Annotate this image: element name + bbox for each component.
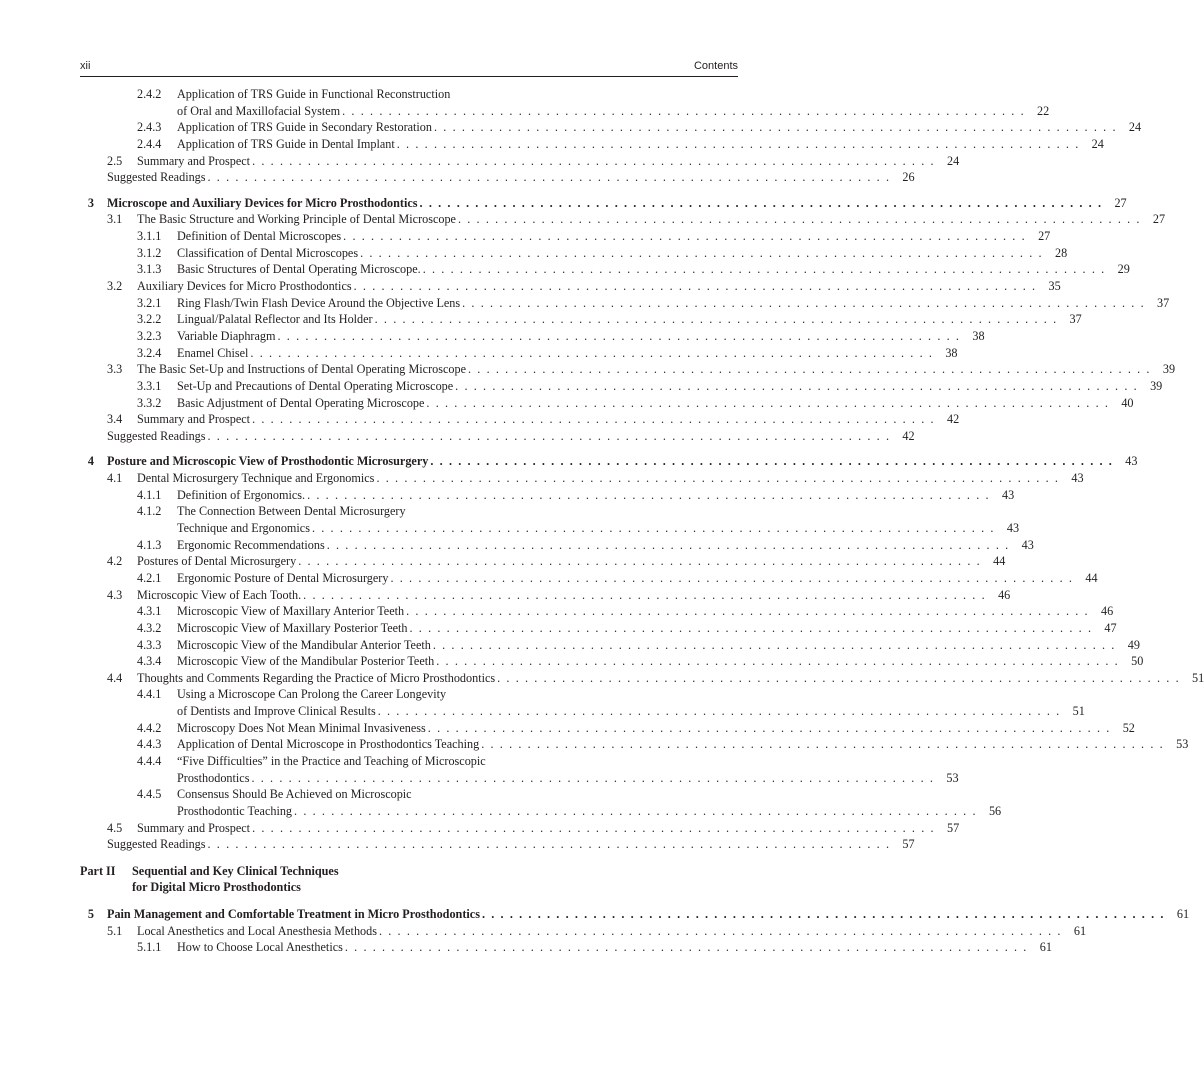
toc-entry (80, 119, 1142, 136)
leader-dots: . . . . . . . . . . . . . . . . . . . . . . . . . . . . . . . . . . . . . . . . . . . . . . . . . . . . . . . . . . . . . . . . . . . . . . . . . . (252, 820, 936, 835)
toc-entry-number: 3.1.1 (137, 229, 162, 244)
toc-entry-number: 4.4.2 (137, 720, 162, 735)
toc-entry (80, 520, 1020, 537)
leader-dots: . . . . . . . . . . . . . . . . . . . . . . . . . . . . . . . . . . . . . . . . . . . . . . . . . . . . . . . . . . . . . . . . . . . . . . . . . . (298, 554, 982, 569)
toc-entry-title: of Dentists and Improve Clinical Results (177, 704, 376, 719)
toc-entry-number: 2.4.2 (137, 87, 162, 101)
toc-entry (80, 603, 1114, 620)
toc-entry (80, 836, 915, 853)
toc-entry-number: 4 (87, 454, 94, 469)
leader-dots: . . . . . . . . . . . . . . . . . . . . . . . . . . . . . . . . . . . . . . . . . . . . . . . . . . . . . . . . . . . . . . . . . . . . . . . . . . (481, 907, 1166, 922)
toc-entry-page: 51 (1072, 704, 1085, 719)
toc-entry-title: Microscopic View of Maxillary Posterior Teeth (177, 620, 408, 635)
leader-dots: . . . . . . . . . . . . . . . . . . . . . . . . . . . . . . . . . . . . . . . . . . . . . . . . . . . . . . . . . . . . . . . . . . . . . . . . . . (207, 170, 891, 185)
toc-entry (80, 136, 1104, 153)
leader-dots: . . . . . . . . . . . . . . . . . . . . . . . . . . . . . . . . . . . . . . . . . . . . . . . . . . . . . . . . . . . . . . . . . . . . . . . . . . (390, 570, 1074, 585)
toc-entry-number: 4.3.4 (137, 654, 162, 669)
toc-part-heading (80, 879, 580, 896)
toc-entry-page: 57 (946, 820, 960, 835)
toc-entry-page: 27 (1152, 212, 1166, 227)
toc-entry (80, 169, 915, 186)
toc-entry-page: 24 (1128, 120, 1142, 135)
toc-entry-page: 29 (1117, 262, 1130, 277)
leader-dots: . . . . . . . . . . . . . . . . . . . . . . . . . . . . . . . . . . . . . . . . . . . . . . . . . . . . . . . . . . . . . . . . . . . . . . . . . . (277, 328, 961, 343)
toc-entry-title: Microscopic View of Maxillary Anterior Teeth (177, 604, 405, 619)
toc-entry-title: Variable Diaphragm (177, 328, 276, 343)
toc-entry-number: 4.1 (107, 471, 123, 486)
toc-entry-page: 37 (1069, 312, 1082, 327)
toc-entry-title: Definition of Ergonomics. (177, 487, 306, 502)
toc-entry (80, 86, 580, 103)
leader-dots: . . . . . . . . . . . . . . . . . . . . . . . . . . . . . . . . . . . . . . . . . . . . . . . . . . . . . . . . . . . . . . . . . . . . . . . . . . (409, 620, 1093, 635)
toc-entry (80, 311, 1082, 328)
toc-entry-page: 27 (1114, 195, 1127, 210)
toc-entry (80, 428, 915, 445)
leader-dots: . . . . . . . . . . . . . . . . . . . . . . . . . . . . . . . . . . . . . . . . . . . . . . . . . . . . . . . . . . . . . . . . . . . . . . . . . . (252, 412, 936, 427)
toc-entry-number: 3.2.3 (137, 328, 162, 343)
toc-entry-title: Application of Dental Microscope in Prosthodontics Teaching (177, 737, 480, 752)
toc-entry-title: Prosthodontics (177, 770, 250, 785)
toc-entry (80, 653, 1144, 670)
leader-dots: . . . . . . . . . . . . . . . . . . . . . . . . . . . . . . . . . . . . . . . . . . . . . . . . . . . . . . . . . . . . . . . . . . . . . . . . . . (376, 471, 1060, 486)
toc-entry (80, 103, 1050, 120)
toc-entry-title: The Basic Set-Up and Instructions of Dental Operating Microscope (137, 362, 466, 377)
toc-entry-number: 3.1.3 (137, 262, 162, 277)
leader-dots: . . . . . . . . . . . . . . . . . . . . . . . . . . . . . . . . . . . . . . . . . . . . . . . . . . . . . . . . . . . . . . . . . . . . . . . . . . (419, 195, 1103, 210)
leader-dots: . . . . . . . . . . . . . . . . . . . . . . . . . . . . . . . . . . . . . . . . . . . . . . . . . . . . . . . . . . . . . . . . . . . . . . . . . . (303, 587, 987, 602)
toc-entry-page: 26 (902, 170, 915, 185)
toc-chapter-entry (80, 453, 1138, 470)
toc-entry-number: 5.1 (107, 923, 123, 938)
toc-entry (80, 228, 1051, 245)
header-rule (80, 76, 738, 77)
leader-dots: . . . . . . . . . . . . . . . . . . . . . . . . . . . . . . . . . . . . . . . . . . . . . . . . . . . . . . . . . . . . . . . . . . . . . . . . . . (481, 737, 1165, 752)
toc-entry-page: 43 (1021, 537, 1034, 552)
toc-entry-page: 44 (1085, 570, 1098, 585)
toc-entry (80, 637, 1140, 654)
toc-entry-title: Suggested Readings (107, 170, 206, 185)
toc-entry (80, 703, 1085, 720)
toc-entry (80, 770, 959, 787)
toc-entry-title: for Digital Micro Prosthodontics (132, 880, 301, 895)
toc-entry-title: Definition of Dental Microscopes (177, 229, 342, 244)
toc-entry-title: Postures of Dental Microsurgery (137, 554, 297, 569)
toc-entry-number: 4.2.1 (137, 570, 162, 585)
toc-entry-page: 57 (902, 837, 915, 852)
toc-entry-title: Microscopic View of Each Tooth. (137, 587, 302, 602)
toc-entry (80, 736, 1189, 753)
toc-entry (80, 923, 1087, 940)
toc-entry-title: Microscopic View of the Mandibular Anterior Teeth (177, 637, 431, 652)
leader-dots: . . . . . . . . . . . . . . . . . . . . . . . . . . . . . . . . . . . . . . . . . . . . . . . . . . . . . . . . . . . . . . . . . . . . . . . . . . (497, 670, 1181, 685)
toc-entry (80, 537, 1034, 554)
toc-entry-page: 38 (945, 345, 958, 360)
toc-entry-number: 4.4.5 (137, 787, 162, 802)
toc-entry-title: Thoughts and Comments Regarding the Practice of Micro Prosthodontics (137, 670, 496, 685)
toc-entry-page: 47 (1104, 620, 1117, 635)
toc-entry-number: 4.2 (107, 554, 123, 569)
leader-dots: . . . . . . . . . . . . . . . . . . . . . . . . . . . . . . . . . . . . . . . . . . . . . . . . . . . . . . . . . . . . . . . . . . . . . . . . . . (344, 940, 1028, 955)
toc-entry-page: 43 (1125, 454, 1138, 469)
toc-entry-title: Summary and Prospect (137, 153, 251, 168)
leader-dots: . . . . . . . . . . . . . . . . . . . . . . . . . . . . . . . . . . . . . . . . . . . . . . . . . . . . . . . . . . . . . . . . . . . . . . . . . . (374, 312, 1058, 327)
toc-entry-number: 4.4.1 (137, 687, 162, 702)
toc-entry-page: 50 (1131, 654, 1144, 669)
leader-dots: . . . . . . . . . . . . . . . . . . . . . . . . . . . . . . . . . . . . . . . . . . . . . . . . . . . . . . . . . . . . . . . . . . . . . . . . . . (207, 837, 891, 852)
leader-dots: . . . . . . . . . . . . . . . . . . . . . . . . . . . . . . . . . . . . . . . . . . . . . . . . . . . . . . . . . . . . . . . . . . . . . . . . . . (427, 720, 1111, 735)
toc-entry-number: 4.3.3 (137, 637, 162, 652)
toc-entry-number: 4.5 (107, 820, 123, 835)
toc-entry (80, 820, 960, 837)
toc-entry-page: 56 (988, 803, 1002, 818)
leader-dots: . . . . . . . . . . . . . . . . . . . . . . . . . . . . . . . . . . . . . . . . . . . . . . . . . . . . . . . . . . . . . . . . . . . . . . . . . . (250, 345, 934, 360)
toc-entry-number: 4.3.1 (137, 604, 162, 619)
toc-entry-title: Sequential and Key Clinical Techniques (132, 863, 339, 878)
toc-entry-title: Local Anesthetics and Local Anesthesia Methods (137, 923, 377, 938)
toc-entry-page: 53 (1176, 737, 1189, 752)
leader-dots: . . . . . . . . . . . . . . . . . . . . . . . . . . . . . . . . . . . . . . . . . . . . . . . . . . . . . . . . . . . . . . . . . . . . . . . . . . (422, 262, 1106, 277)
page-header (80, 58, 738, 76)
toc-entry-number: 4.1.3 (137, 537, 162, 552)
toc-entry-page: 42 (902, 428, 915, 443)
toc-entry-title: Dental Microsurgery Technique and Ergonomics (137, 471, 375, 486)
toc-entry-title: Summary and Prospect (137, 412, 251, 427)
toc-entry-page: 61 (1039, 940, 1052, 955)
toc-entry (80, 261, 1130, 278)
toc-entry-number: 4.3 (107, 587, 123, 602)
toc-entry-title: Set-Up and Precautions of Dental Operating Microscope (177, 378, 454, 393)
toc-entry-title: Application of TRS Guide in Functional Reconstruction (177, 87, 451, 101)
toc-entry (80, 411, 960, 428)
toc-entry-page: 40 (1121, 395, 1134, 410)
toc-entry-number: 5 (87, 907, 94, 922)
toc-entry-title: Ergonomic Posture of Dental Microsurgery (177, 570, 389, 585)
toc-entry-page: 38 (972, 328, 985, 343)
toc-entry-title: Application of TRS Guide in Secondary Restoration (177, 120, 432, 135)
toc-entry (80, 328, 985, 345)
toc-entry-number: 3 (87, 195, 94, 210)
toc-entry-number: 3.2 (107, 279, 123, 294)
toc-entry-page: 43 (1001, 487, 1015, 502)
toc-entry-title: Lingual/Palatal Reflector and Its Holder (177, 312, 373, 327)
leader-dots: . . . . . . . . . . . . . . . . . . . . . . . . . . . . . . . . . . . . . . . . . . . . . . . . . . . . . . . . . . . . . . . . . . . . . . . . . . (378, 923, 1063, 938)
leader-dots: . . . . . . . . . . . . . . . . . . . . . . . . . . . . . . . . . . . . . . . . . . . . . . . . . . . . . . . . . . . . . . . . . . . . . . . . . . (207, 428, 891, 443)
toc-entry (80, 378, 1163, 395)
toc-entry-page: 61 (1176, 907, 1190, 922)
toc-entry (80, 345, 958, 362)
toc-entry-title: Pain Management and Comfortable Treatment in Micro Prosthodontics (107, 907, 480, 922)
toc-entry-title: Prosthodontic Teaching (177, 803, 293, 818)
leader-dots: . . . . . . . . . . . . . . . . . . . . . . . . . . . . . . . . . . . . . . . . . . . . . . . . . . . . . . . . . . . . . . . . . . . . . . . . . . (396, 136, 1080, 151)
leader-dots: . . . . . . . . . . . . . . . . . . . . . . . . . . . . . . . . . . . . . . . . . . . . . . . . . . . . . . . . . . . . . . . . . . . . . . . . . . (360, 245, 1044, 260)
toc-entry-title: Basic Adjustment of Dental Operating Microscope (177, 395, 425, 410)
toc-entry-title: How to Choose Local Anesthetics (177, 940, 343, 955)
leader-dots: . . . . . . . . . . . . . . . . . . . . . . . . . . . . . . . . . . . . . . . . . . . . . . . . . . . . . . . . . . . . . . . . . . . . . . . . . . (377, 704, 1061, 719)
toc-entry-page: 27 (1038, 229, 1051, 244)
toc-entry-number: 2.5 (107, 153, 123, 168)
toc-entry-title: The Basic Structure and Working Principle of Dental Microscope (137, 212, 456, 227)
table-of-contents (80, 86, 1204, 956)
toc-entry (80, 753, 580, 770)
toc-entry-title: Microscopy Does Not Mean Minimal Invasiveness (177, 720, 426, 735)
toc-entry-number: 3.1 (107, 212, 123, 227)
toc-entry-number: 4.1.1 (137, 487, 162, 502)
toc-entry-title: Ergonomic Recommendations (177, 537, 325, 552)
running-title: Contents (693, 60, 738, 72)
toc-entry-page: 53 (946, 770, 959, 785)
toc-entry-number: 3.3.1 (137, 378, 162, 393)
toc-entry-title: The Connection Between Dental Microsurgery (177, 504, 406, 519)
toc-entry-page: 43 (1071, 471, 1084, 486)
leader-dots: . . . . . . . . . . . . . . . . . . . . . . . . . . . . . . . . . . . . . . . . . . . . . . . . . . . . . . . . . . . . . . . . . . . . . . . . . . (426, 395, 1110, 410)
leader-dots: . . . . . . . . . . . . . . . . . . . . . . . . . . . . . . . . . . . . . . . . . . . . . . . . . . . . . . . . . . . . . . . . . . . . . . . . . . (436, 654, 1120, 669)
toc-entry-page: 24 (946, 153, 960, 168)
toc-entry (80, 278, 1061, 295)
toc-entry (80, 487, 1015, 504)
toc-entry (80, 395, 1134, 412)
toc-entry (80, 786, 580, 803)
leader-dots: . . . . . . . . . . . . . . . . . . . . . . . . . . . . . . . . . . . . . . . . . . . . . . . . . . . . . . . . . . . . . . . . . . . . . . . . . . (434, 120, 1118, 135)
toc-entry-title: Microscopic View of the Mandibular Posterior Teeth (177, 654, 435, 669)
leader-dots: . . . . . . . . . . . . . . . . . . . . . . . . . . . . . . . . . . . . . . . . . . . . . . . . . . . . . . . . . . . . . . . . . . . . . . . . . . (406, 604, 1090, 619)
leader-dots: . . . . . . . . . . . . . . . . . . . . . . . . . . . . . . . . . . . . . . . . . . . . . . . . . . . . . . . . . . . . . . . . . . . . . . . . . . (430, 454, 1114, 469)
toc-entry (80, 939, 1052, 956)
toc-entry-title: Auxiliary Devices for Micro Prosthodontics (137, 279, 352, 294)
leader-dots: . . . . . . . . . . . . . . . . . . . . . . . . . . . . . . . . . . . . . . . . . . . . . . . . . . . . . . . . . . . . . . . . . . . . . . . . . . (311, 521, 996, 536)
toc-entry (80, 245, 1068, 262)
toc-entry-page: 49 (1127, 637, 1140, 652)
toc-entry (80, 803, 1002, 820)
toc-entry-title: Suggested Readings (107, 428, 206, 443)
toc-entry (80, 153, 960, 170)
toc-entry-number: 3.2.1 (137, 295, 162, 310)
toc-entry-number: 3.4 (107, 412, 123, 427)
toc-entry-page: 28 (1054, 245, 1068, 260)
toc-entry (80, 295, 1170, 312)
leader-dots: . . . . . . . . . . . . . . . . . . . . . . . . . . . . . . . . . . . . . . . . . . . . . . . . . . . . . . . . . . . . . . . . . . . . . . . . . . (343, 229, 1027, 244)
toc-chapter-entry (80, 906, 1190, 923)
leader-dots: . . . . . . . . . . . . . . . . . . . . . . . . . . . . . . . . . . . . . . . . . . . . . . . . . . . . . . . . . . . . . . . . . . . . . . . . . . (326, 537, 1010, 552)
toc-entry-number: 4.4 (107, 670, 123, 685)
toc-entry-number: 3.1.2 (137, 245, 162, 260)
toc-entry-title: Technique and Ergonomics (177, 521, 310, 536)
toc-entry (80, 503, 580, 520)
toc-entry-page: 39 (1162, 362, 1176, 377)
toc-entry (80, 720, 1135, 737)
toc-entry-title: Enamel Chisel (177, 345, 249, 360)
toc-entry-page: 39 (1150, 378, 1163, 393)
toc-entry-number: 4.1.2 (137, 504, 162, 519)
toc-part-heading (80, 863, 580, 880)
toc-entry-page: 37 (1157, 295, 1170, 310)
toc-entry-title: Application of TRS Guide in Dental Implant (177, 136, 395, 151)
toc-entry (80, 361, 1176, 378)
toc-entry-page: 46 (998, 587, 1011, 602)
toc-entry-number: 4.4.4 (137, 753, 162, 768)
toc-entry (80, 570, 1098, 587)
toc-entry-page: 24 (1091, 136, 1104, 151)
toc-entry-page: 22 (1037, 103, 1050, 118)
toc-entry-number: 2.4.4 (137, 136, 162, 151)
toc-entry-title: Ring Flash/Twin Flash Device Around the Objective Lens (177, 295, 461, 310)
toc-entry-number: 3.3.2 (137, 395, 162, 410)
toc-entry-number: 4.4.3 (137, 737, 162, 752)
toc-entry-number: 3.2.4 (137, 345, 162, 360)
toc-entry-title: Microscope and Auxiliary Devices for Micro Prosthodontics (107, 195, 418, 210)
toc-entry-title: Using a Microscope Can Prolong the Career Longevity (177, 687, 447, 702)
toc-entry-number: 3.3 (107, 362, 123, 377)
toc-entry-page: 46 (1101, 604, 1114, 619)
toc-entry-title: Basic Structures of Dental Operating Microscope. (177, 262, 421, 277)
toc-entry-page: 35 (1048, 279, 1061, 294)
toc-entry-page: 61 (1073, 923, 1087, 938)
toc-entry-title: “Five Difficulties” in the Practice and Teaching of Microscopic (177, 753, 486, 768)
toc-entry-page: 42 (946, 412, 960, 427)
leader-dots: . . . . . . . . . . . . . . . . . . . . . . . . . . . . . . . . . . . . . . . . . . . . . . . . . . . . . . . . . . . . . . . . . . . . . . . . . . (342, 103, 1026, 118)
toc-entry-title: Posture and Microscopic View of Prosthodontic Microsurgery (107, 454, 429, 469)
toc-entry-number: 2.4.3 (137, 120, 162, 135)
toc-entry-page: 51 (1192, 670, 1204, 685)
toc-entry (80, 211, 1166, 228)
toc-entry-title: Suggested Readings (107, 837, 206, 852)
toc-entry-title: Classification of Dental Microscopes (177, 245, 359, 260)
leader-dots: . . . . . . . . . . . . . . . . . . . . . . . . . . . . . . . . . . . . . . . . . . . . . . . . . . . . . . . . . . . . . . . . . . . . . . . . . . (251, 770, 935, 785)
toc-entry-title: Consensus Should Be Achieved on Microscopic (177, 787, 412, 802)
toc-entry-number: Part II (80, 863, 116, 878)
leader-dots: . . . . . . . . . . . . . . . . . . . . . . . . . . . . . . . . . . . . . . . . . . . . . . . . . . . . . . . . . . . . . . . . . . . . . . . . . . (353, 279, 1037, 294)
leader-dots: . . . . . . . . . . . . . . . . . . . . . . . . . . . . . . . . . . . . . . . . . . . . . . . . . . . . . . . . . . . . . . . . . . . . . . . . . . (252, 153, 936, 168)
leader-dots: . . . . . . . . . . . . . . . . . . . . . . . . . . . . . . . . . . . . . . . . . . . . . . . . . . . . . . . . . . . . . . . . . . . . . . . . . . (462, 295, 1146, 310)
toc-entry (80, 620, 1117, 637)
toc-chapter-entry (80, 195, 1127, 212)
toc-entry-page: 52 (1122, 720, 1135, 735)
leader-dots: . . . . . . . . . . . . . . . . . . . . . . . . . . . . . . . . . . . . . . . . . . . . . . . . . . . . . . . . . . . . . . . . . . . . . . . . . . (294, 803, 978, 818)
leader-dots: . . . . . . . . . . . . . . . . . . . . . . . . . . . . . . . . . . . . . . . . . . . . . . . . . . . . . . . . . . . . . . . . . . . . . . . . . . (307, 487, 991, 502)
leader-dots: . . . . . . . . . . . . . . . . . . . . . . . . . . . . . . . . . . . . . . . . . . . . . . . . . . . . . . . . . . . . . . . . . . . . . . . . . . (457, 212, 1142, 227)
toc-entry-title: Summary and Prospect (137, 820, 251, 835)
toc-entry-number: 3.2.2 (137, 312, 162, 327)
toc-entry (80, 553, 1006, 570)
toc-entry-page: 44 (993, 554, 1006, 569)
toc-entry (80, 670, 1204, 687)
leader-dots: . . . . . . . . . . . . . . . . . . . . . . . . . . . . . . . . . . . . . . . . . . . . . . . . . . . . . . . . . . . . . . . . . . . . . . . . . . (432, 637, 1116, 652)
toc-entry (80, 470, 1084, 487)
toc-entry-number: 4.3.2 (137, 620, 162, 635)
toc-entry (80, 587, 1011, 604)
toc-entry-page: 43 (1006, 521, 1020, 536)
toc-entry-title: of Oral and Maxillofacial System (177, 103, 341, 118)
page-number: xii (80, 60, 91, 72)
toc-entry-number: 5.1.1 (137, 940, 162, 955)
leader-dots: . . . . . . . . . . . . . . . . . . . . . . . . . . . . . . . . . . . . . . . . . . . . . . . . . . . . . . . . . . . . . . . . . . . . . . . . . . (455, 378, 1139, 393)
toc-entry (80, 686, 580, 703)
leader-dots: . . . . . . . . . . . . . . . . . . . . . . . . . . . . . . . . . . . . . . . . . . . . . . . . . . . . . . . . . . . . . . . . . . . . . . . . . . (467, 362, 1152, 377)
